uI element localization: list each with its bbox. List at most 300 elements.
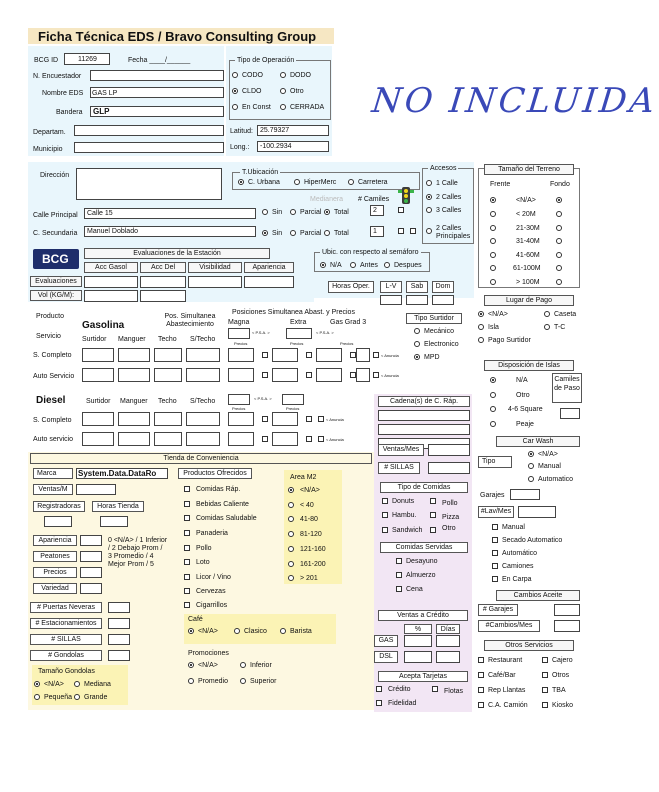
islas-peaje-label: Peaje	[516, 421, 534, 428]
med2-parcial-label: Parcial	[300, 230, 322, 237]
serv-desayuno-check[interactable]	[396, 558, 402, 564]
ventas-mes-field[interactable]	[428, 444, 470, 456]
gas-auto-c2[interactable]	[306, 372, 312, 378]
comidas-title: Tipo de Comidas	[380, 482, 468, 493]
acceso-4-label: 2 Calles Principales	[436, 225, 471, 240]
carwash-manual-label: Manual	[538, 463, 561, 470]
cw-secado-check[interactable]	[492, 537, 498, 543]
cw-carpa-label: En Carpa	[502, 576, 532, 583]
tarjeta-fidelidad-check[interactable]	[376, 700, 382, 706]
op-cerrada-radio[interactable]	[280, 104, 286, 110]
tarjeta-flotas-label: Flotas	[444, 688, 464, 695]
area-80-radio[interactable]	[288, 516, 294, 522]
area-201-label: > 201	[300, 575, 318, 582]
dsl-completo-extra[interactable]	[272, 412, 298, 426]
terreno-row-1: < 20M	[516, 211, 536, 218]
operacion-title: Tipo de Operación	[237, 57, 295, 64]
otros-cajero-check[interactable]	[542, 657, 548, 663]
gasgrad-label: Gas Grad 3	[330, 319, 367, 326]
terreno-row-0: <N/A>	[516, 197, 536, 204]
med1-total-radio[interactable]	[324, 209, 330, 215]
dsl-auto-anuncia-lbl: < Anuncia	[326, 437, 344, 442]
pago-tc-radio[interactable]	[544, 324, 550, 330]
op-cldo-radio[interactable]	[232, 88, 238, 94]
acceso-2-radio[interactable]	[426, 194, 432, 200]
med2-sin-radio[interactable]	[262, 230, 268, 236]
med2-sin-label: Sin	[272, 230, 283, 237]
terreno-row-2: 21-30M	[516, 225, 540, 232]
tarjeta-credito-check[interactable]	[376, 686, 382, 692]
frente-2-radio[interactable]	[490, 225, 496, 231]
cafe-na-label: <N/A>	[198, 628, 218, 635]
op-codo-radio[interactable]	[232, 72, 238, 78]
cafe-barista-label: Barista	[290, 628, 312, 635]
otros-camion-check[interactable]	[478, 702, 484, 708]
tienda-gondolas-field[interactable]	[108, 650, 130, 661]
eval-accdel-1[interactable]	[140, 276, 186, 288]
area-120-radio[interactable]	[288, 531, 294, 537]
encuestador-label: N. Encuestador	[33, 73, 82, 80]
comida-donuts-check[interactable]	[382, 498, 388, 504]
horas-lv-field[interactable]	[380, 295, 402, 305]
terreno-row-6: > 100M	[516, 279, 540, 286]
longitud-value: -100.2934	[260, 143, 292, 150]
prod-cigarrillos-check[interactable]	[184, 602, 190, 608]
horas-dom-field[interactable]	[432, 295, 454, 305]
carwash-garajes-field[interactable]	[510, 489, 540, 500]
terreno-fondo: Fondo	[550, 181, 570, 188]
semaforo-antes-radio[interactable]	[350, 262, 356, 268]
area-201-radio[interactable]	[288, 575, 294, 581]
acceso-4-radio[interactable]	[426, 228, 432, 234]
surtidor-mpd-radio[interactable]	[414, 354, 420, 360]
serv-almuerzo-check[interactable]	[396, 572, 402, 578]
op-enconst-radio[interactable]	[232, 104, 238, 110]
dsl-completo-anuncia[interactable]	[318, 416, 324, 422]
eval-apariencia-1[interactable]	[244, 276, 294, 288]
med1-parcial-label: Parcial	[300, 209, 322, 216]
carwash-auto-label: Automatico	[538, 476, 574, 483]
dsl-techo-hdr: Techo	[158, 398, 177, 405]
prod-saludable-check[interactable]	[184, 515, 190, 521]
credito-gas-dias[interactable]	[436, 635, 460, 647]
gas-auto-techo[interactable]	[154, 368, 182, 382]
page-title: Ficha Técnica EDS / Bravo Consulting Group	[38, 29, 317, 44]
gas-manguer-hdr: Manguer	[118, 336, 146, 343]
gas-techo-hdr: Techo	[158, 336, 177, 343]
carwash-title: Car Wash	[496, 436, 580, 447]
med1-sin-radio[interactable]	[262, 209, 268, 215]
carwash-lavmes-field[interactable]	[518, 506, 556, 518]
secundaria-value: Manuel Doblado	[87, 228, 138, 235]
calle-value: Calle 15	[87, 210, 113, 217]
cadena-field-2[interactable]	[378, 424, 470, 435]
dsl-completo-c1[interactable]	[262, 416, 268, 422]
tienda-precios-field[interactable]	[80, 567, 102, 578]
cw-manual-check[interactable]	[492, 524, 498, 530]
pago-na-label: <N/A>	[488, 311, 508, 318]
tarjetas-title: Acepta Tarjetas	[378, 671, 468, 682]
carwash-manual-radio[interactable]	[528, 463, 534, 469]
horas-dom-button[interactable]: Dom	[432, 281, 454, 293]
cw-manual-label: Manual	[502, 524, 525, 531]
tienda-marca-value: System.Data.DataRo	[78, 469, 157, 478]
dsl-auto-surt[interactable]	[82, 432, 114, 446]
tienda-variedad-field[interactable]	[80, 583, 102, 594]
dsl-auto-mang[interactable]	[118, 432, 150, 446]
latitud-value: 25.79327	[260, 127, 290, 134]
frente-3-radio[interactable]	[490, 238, 496, 244]
med1-parcial-radio[interactable]	[290, 209, 296, 215]
ubic-hipermerc-radio[interactable]	[294, 179, 300, 185]
dsl-completo-surt[interactable]	[82, 412, 114, 426]
dsl-auto-stecho[interactable]	[186, 432, 220, 446]
semaforo-na-radio[interactable]	[320, 262, 326, 268]
tienda-precios-label: Precios	[33, 567, 77, 578]
horas-sab-field[interactable]	[406, 295, 428, 305]
otros-restaurant-check[interactable]	[478, 657, 484, 663]
dsl-completo-c2[interactable]	[306, 416, 312, 422]
otros-kiosko-label: Kiosko	[552, 702, 574, 709]
gas-auto-stecho[interactable]	[186, 368, 220, 382]
credito-title: Ventas a Crédito	[378, 610, 468, 621]
cafe-clasico-radio[interactable]	[234, 628, 240, 634]
pos-precios-label: Posiciones Simultanea Abast. y Precios	[232, 309, 355, 316]
cafe-barista-radio[interactable]	[280, 628, 286, 634]
gas-auto-mang[interactable]	[118, 368, 150, 382]
promo-na-radio[interactable]	[188, 662, 194, 668]
bandera-field[interactable]	[90, 106, 224, 117]
surtidor-electronico-radio[interactable]	[414, 341, 420, 347]
tarjeta-credito-label: Crédito	[388, 686, 411, 693]
cadena-title: Cadena(s) de C. Ráp.	[378, 396, 470, 407]
cw-camiones-check[interactable]	[492, 563, 498, 569]
otros-tba-check[interactable]	[542, 687, 548, 693]
gondola-mediana-radio[interactable]	[74, 681, 80, 687]
cafe-na-radio[interactable]	[188, 628, 194, 634]
otros-camion-label: C.A. Camión	[488, 702, 528, 709]
dsl-surtidor-hdr: Surtidor	[86, 398, 111, 405]
area-na-radio[interactable]	[288, 487, 294, 493]
surtidor-mecanico-radio[interactable]	[414, 328, 420, 334]
dsl-completo-techo[interactable]	[154, 412, 182, 426]
horas-sab-button[interactable]: Sab	[406, 281, 428, 293]
eval-row-vol: Vol (KG/M):	[30, 290, 82, 301]
eval-title: Evaluaciones de la Estación	[84, 248, 270, 259]
tienda-variedad-label: Variedad	[33, 583, 77, 594]
tienda-horas-field[interactable]	[100, 516, 128, 527]
gas-completo-mang[interactable]	[118, 348, 150, 362]
gas-completo-c1[interactable]	[262, 352, 268, 358]
ubic-urbana-label: C. Urbana	[248, 179, 280, 186]
gas-completo-pos[interactable]	[228, 348, 254, 362]
dsl-auto-pos[interactable]	[228, 432, 254, 446]
eval-col-accdel: Acc Del	[140, 262, 186, 273]
islas-peaje-radio[interactable]	[490, 421, 496, 427]
gondola-pequena-radio[interactable]	[34, 694, 40, 700]
dsl-auto-c2[interactable]	[306, 436, 312, 442]
cw-carpa-check[interactable]	[492, 576, 498, 582]
cadena-field-1[interactable]	[378, 410, 470, 421]
ventas-mes-label: Ventas/Mes	[378, 444, 424, 456]
pago-title: Lugar de Pago	[484, 295, 574, 306]
op-cerrada-label: CERRADA	[290, 104, 325, 111]
gas-completo-gas3[interactable]	[316, 348, 342, 362]
tienda-peatones-label: Peatones	[33, 551, 77, 562]
semaforo-title: Ubic. con respecto al semáforo	[322, 249, 419, 256]
cw-camiones-label: Camiones	[502, 563, 534, 570]
prod-comidas-label: Comidas Ráp.	[196, 486, 241, 493]
prod-panaderia-check[interactable]	[184, 530, 190, 536]
traffic-light-icon	[397, 186, 415, 206]
fondo-1-radio[interactable]	[556, 211, 562, 217]
frente-1-radio[interactable]	[490, 211, 496, 217]
gas-auto-gas4[interactable]	[356, 368, 370, 382]
prod-comidas-check[interactable]	[184, 486, 190, 492]
area-120-label: 81-120	[300, 531, 322, 538]
nombre-value: GAS LP	[92, 90, 118, 97]
dsl-auto-extra[interactable]	[272, 432, 298, 446]
eval-visibilidad-1[interactable]	[188, 276, 242, 288]
pos-simul-label: Pos. Simultanea Abastecimiento	[164, 313, 216, 328]
prod-pollo-check[interactable]	[184, 545, 190, 551]
ubicacion-title: T.Ubicación	[242, 169, 279, 176]
dsl-completo-mang[interactable]	[118, 412, 150, 426]
fondo-6-radio[interactable]	[556, 279, 562, 285]
dsl-completo-stecho[interactable]	[186, 412, 220, 426]
otros-kiosko-check[interactable]	[542, 702, 548, 708]
gasolina-label: Gasolina	[82, 320, 125, 331]
comida-otro-check[interactable]	[430, 527, 436, 533]
islas-otro-radio[interactable]	[490, 392, 496, 398]
comida-pollo-label: Pollo	[442, 500, 458, 507]
municipio-field[interactable]	[74, 142, 224, 153]
area-na-label: <N/A>	[300, 487, 320, 494]
comida-sandwich-check[interactable]	[382, 527, 388, 533]
secundaria-label: C. Secundaria	[33, 230, 78, 237]
frente-6-radio[interactable]	[490, 279, 496, 285]
semaforo-despues-radio[interactable]	[384, 262, 390, 268]
eval-accgasol-1[interactable]	[84, 276, 138, 288]
fondo-2-radio[interactable]	[556, 225, 562, 231]
prod-cervezas-check[interactable]	[184, 588, 190, 594]
dsl-completo-pos[interactable]	[228, 412, 254, 426]
depto-field[interactable]	[74, 125, 224, 136]
area-160-radio[interactable]	[288, 546, 294, 552]
promo-superior-radio[interactable]	[240, 678, 246, 684]
tienda-ventas-field[interactable]	[76, 484, 116, 495]
eval-col-apariencia: Apariencia	[244, 262, 294, 273]
otros-cafebar-label: Café/Bar	[488, 672, 516, 679]
op-dodo-radio[interactable]	[280, 72, 286, 78]
dsl-psa-field[interactable]	[228, 394, 250, 405]
area-160-label: 121-160	[300, 546, 326, 553]
acceso-1-radio[interactable]	[426, 180, 432, 186]
gas-completo-stecho[interactable]	[186, 348, 220, 362]
camiles1-value: 2	[373, 207, 377, 214]
gas-completo-techo[interactable]	[154, 348, 182, 362]
tienda-apariencia-field[interactable]	[80, 535, 102, 546]
psa-magna: < P.S.A. >	[252, 330, 270, 335]
prod-licor-check[interactable]	[184, 574, 190, 580]
tienda-sillas-field[interactable]	[108, 634, 130, 645]
fondo-0-radio[interactable]	[556, 197, 562, 203]
carwash-tipo-label: Tipo	[478, 456, 512, 468]
longitud-label: Long.:	[230, 144, 250, 151]
comida-donuts-label: Donuts	[392, 498, 415, 505]
gas-completo-c2[interactable]	[306, 352, 312, 358]
pago-surtidor-radio[interactable]	[478, 337, 484, 343]
med2-parcial-radio[interactable]	[290, 230, 296, 236]
encuestador-field[interactable]	[90, 70, 224, 81]
credito-gas-label: GAS	[374, 635, 398, 647]
aceite-cambios-field[interactable]	[554, 620, 580, 632]
islas-camiles-field[interactable]	[560, 408, 580, 419]
otros-cafebar-check[interactable]	[478, 672, 484, 678]
prod-bebidas-check[interactable]	[184, 501, 190, 507]
eval-col-visibilidad: Visibilidad	[188, 262, 242, 273]
credito-dsl-dias[interactable]	[436, 651, 460, 663]
gas-auto-extra[interactable]	[272, 368, 298, 382]
carwash-auto-radio[interactable]	[528, 476, 534, 482]
tienda-peatones-field[interactable]	[80, 551, 102, 562]
fondo-4-radio[interactable]	[556, 252, 562, 258]
pago-na-radio[interactable]	[478, 311, 484, 317]
fondo-3-radio[interactable]	[556, 238, 562, 244]
dsl-auto-c1[interactable]	[262, 436, 268, 442]
islas-square-radio[interactable]	[490, 406, 496, 412]
producto-label: Producto	[36, 313, 65, 320]
med2-total-radio[interactable]	[324, 230, 330, 236]
cw-automatico-check[interactable]	[492, 550, 498, 556]
gas-auto-surt[interactable]	[82, 368, 114, 382]
comida-hambu-check[interactable]	[382, 512, 388, 518]
promo-promedio-radio[interactable]	[188, 678, 194, 684]
op-codo-label: CODO	[242, 72, 263, 79]
tarjeta-fidelidad-label: Fidelidad	[388, 700, 417, 707]
aceite-garajes-field[interactable]	[554, 604, 580, 616]
frente-5-radio[interactable]	[490, 265, 496, 271]
dsl-psa: < P.S.A. >	[254, 396, 272, 401]
gondola-na-radio[interactable]	[34, 681, 40, 687]
comida-pollo-check[interactable]	[430, 498, 436, 504]
credito-dias: Días	[436, 624, 460, 634]
area-80-label: 41-80	[300, 516, 318, 523]
gondola-grande-radio[interactable]	[74, 694, 80, 700]
magna-psa-field[interactable]	[228, 328, 250, 339]
pago-caseta-radio[interactable]	[544, 311, 550, 317]
gas-completo-surt[interactable]	[82, 348, 114, 362]
gas-auto-anuncia[interactable]	[373, 372, 379, 378]
ubic-urbana-radio[interactable]	[238, 179, 244, 185]
otros-llantas-check[interactable]	[478, 687, 484, 693]
dsl-auto-techo[interactable]	[154, 432, 182, 446]
dsl-psa-field2[interactable]	[282, 394, 304, 405]
extra-psa-field[interactable]	[286, 328, 312, 339]
frente-0-radio[interactable]	[490, 197, 496, 203]
gas-completo-anuncia[interactable]	[373, 352, 379, 358]
dsl-auto-anuncia[interactable]	[318, 436, 324, 442]
otros-cajero-label: Cajero	[552, 657, 573, 664]
eval-accdel-2[interactable]	[140, 290, 186, 302]
area-40-radio[interactable]	[288, 502, 294, 508]
promo-inferior-radio[interactable]	[240, 662, 246, 668]
precios-magna: Precios	[234, 341, 248, 346]
camiles2-check[interactable]	[398, 228, 404, 234]
acceso-1-label: 1 Calle	[436, 180, 458, 187]
eval-accgasol-2[interactable]	[84, 290, 138, 302]
serv-cena-label: Cena	[406, 586, 423, 593]
carwash-na-label: <N/A>	[538, 451, 558, 458]
gas-completo-gas4[interactable]	[356, 348, 370, 362]
municipio-label: Municipio	[33, 146, 63, 153]
surtidor-title: Tipo Surtidor	[406, 313, 462, 324]
op-otro-radio[interactable]	[280, 88, 286, 94]
eval-col-accgasol: Acc Gasol	[84, 262, 138, 273]
gas-auto-c1[interactable]	[262, 372, 268, 378]
acceso-2-label: 2 Calles	[436, 194, 462, 201]
pago-isla-radio[interactable]	[478, 324, 484, 330]
serv-desayuno-label: Desayuno	[406, 558, 438, 565]
prod-saludable-label: Comidas Saludable	[196, 515, 257, 522]
area-200-label: 161-200	[300, 561, 326, 568]
gas-auto-pos[interactable]	[228, 368, 254, 382]
credito-dsl-pct[interactable]	[404, 651, 432, 663]
terreno-row-5: 61-100M	[513, 265, 541, 272]
surtidor-mpd-label: MPD	[424, 354, 440, 361]
precios-extra: Precios	[290, 341, 304, 346]
dsl-completo-label: S. Completo	[33, 417, 72, 424]
horas-lv-button[interactable]: L-V	[380, 281, 402, 293]
comida-pizza-check[interactable]	[430, 512, 436, 518]
surtidor-electronico-label: Electronico	[424, 341, 459, 348]
carwash-na-radio[interactable]	[528, 451, 534, 457]
terreno-row-3: 31-40M	[516, 238, 540, 245]
cadena-sillas-field[interactable]	[428, 462, 470, 474]
acceso-3-radio[interactable]	[426, 207, 432, 213]
islas-na-radio[interactable]	[490, 377, 496, 383]
tienda-neveras-field[interactable]	[108, 602, 130, 613]
direccion-field[interactable]	[76, 168, 222, 200]
serv-cena-check[interactable]	[396, 586, 402, 592]
fondo-5-radio[interactable]	[556, 265, 562, 271]
credito-gas-pct[interactable]	[404, 635, 432, 647]
camiles1-check[interactable]	[398, 207, 404, 213]
tienda-estac-field[interactable]	[108, 618, 130, 629]
prod-loto-check[interactable]	[184, 559, 190, 565]
tienda-registradoras-field[interactable]	[44, 516, 72, 527]
extra-label: Extra	[290, 319, 307, 326]
otros-otros-check[interactable]	[542, 672, 548, 678]
cw-automatico-label: Automático	[502, 550, 538, 557]
ubic-carretera-radio[interactable]	[348, 179, 354, 185]
cafe-clasico-label: Clasico	[244, 628, 267, 635]
gondola-na-label: <N/A>	[44, 681, 64, 688]
depto-label: Departam.	[33, 129, 66, 136]
diesel-label: Diesel	[36, 395, 66, 406]
promo-promedio-label: Promedio	[198, 678, 228, 685]
camiles3-check[interactable]	[410, 228, 416, 234]
area-40-label: < 40	[300, 502, 314, 509]
gas-auto-gas3[interactable]	[316, 368, 342, 382]
tarjeta-flotas-check[interactable]	[432, 686, 438, 692]
bandera-label: Bandera	[56, 109, 83, 116]
gas-completo-extra[interactable]	[272, 348, 298, 362]
credito-pct: %	[404, 624, 432, 634]
prod-cigarrillos-label: Cigarrillos	[196, 602, 228, 609]
frente-4-radio[interactable]	[490, 252, 496, 258]
area-200-radio[interactable]	[288, 561, 294, 567]
